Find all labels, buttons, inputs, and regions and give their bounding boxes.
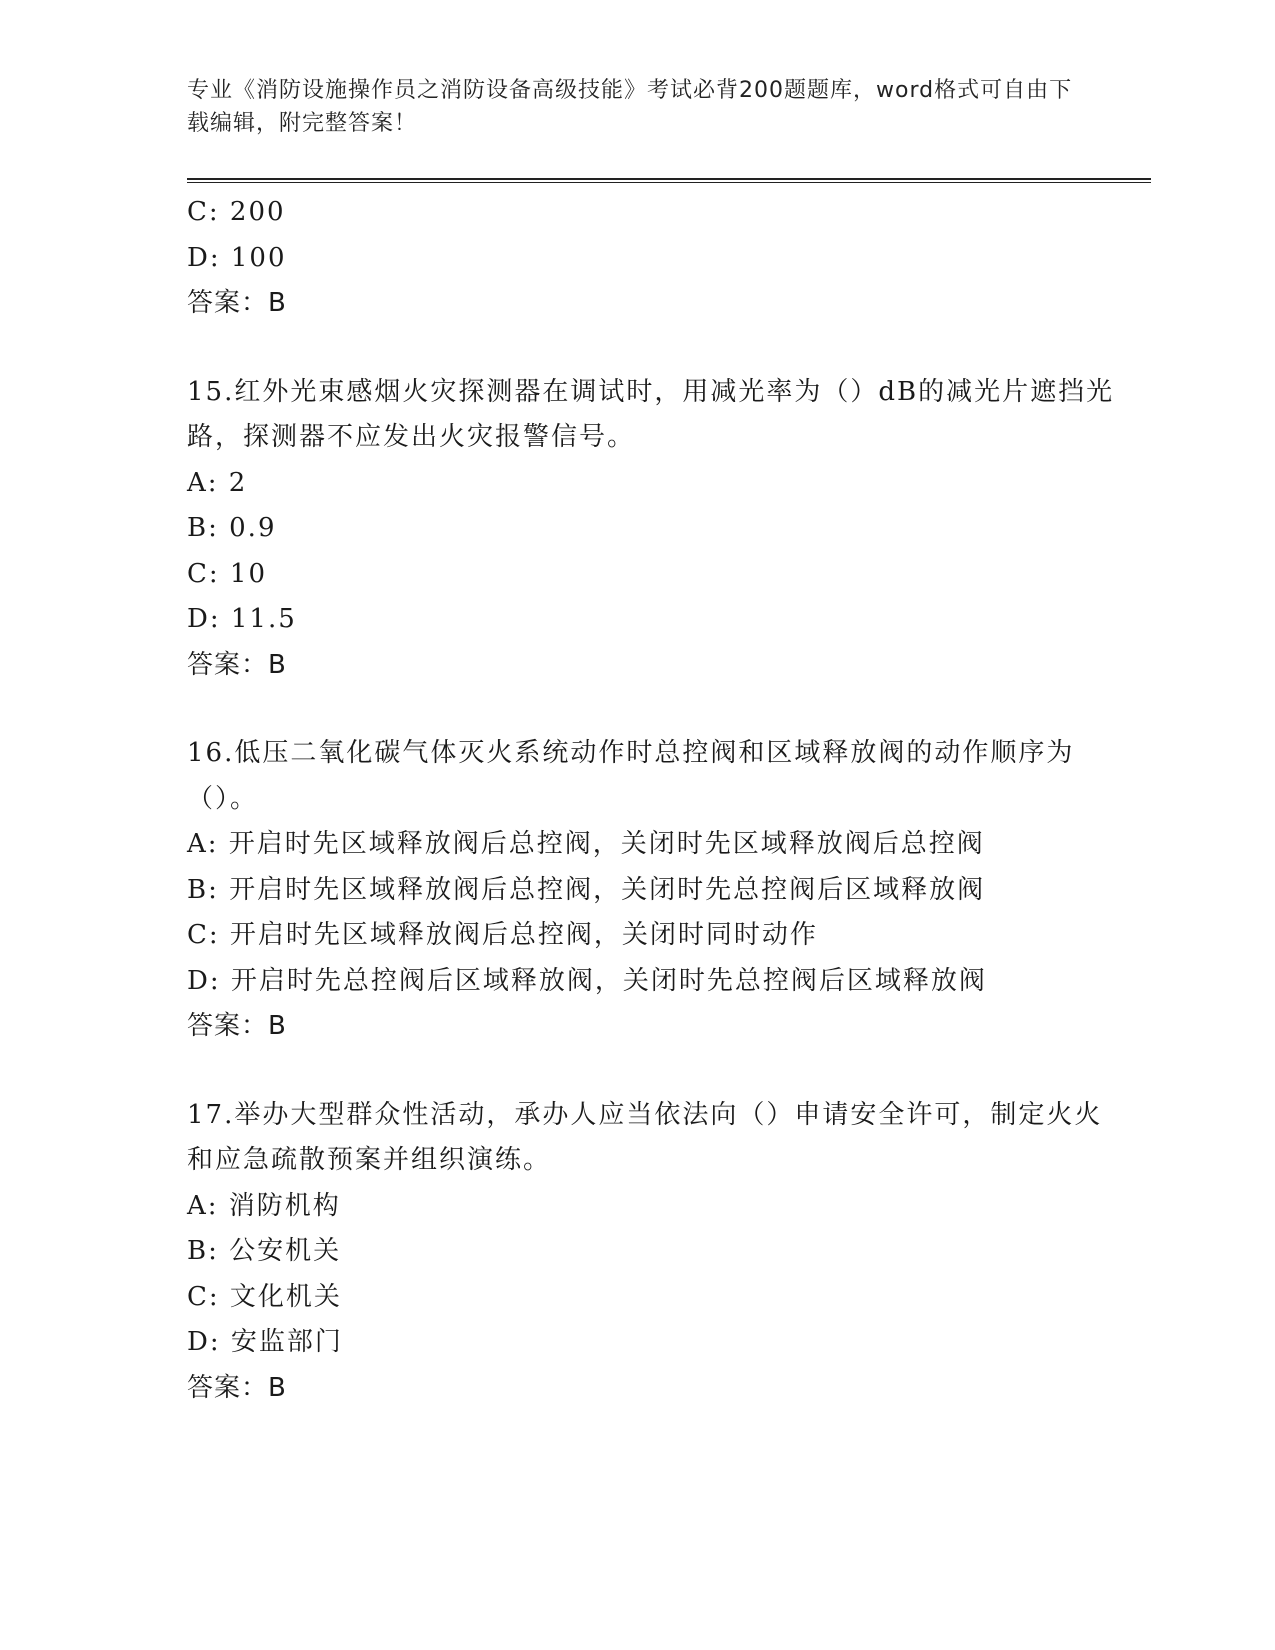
question-17 [187,1093,1127,1412]
question-stem: 16.低压二氧化碳气体灭火系统动作时总控阀和区域释放阀的动作顺序为（）。 [187,738,1075,814]
option-c: C: 开启时先区域释放阀后总控阀，关闭时同时动作 [187,920,818,950]
option-c: C: 200 [187,197,286,227]
answer-line: 答案：B [187,1011,287,1041]
question-stem: 15.红外光束感烟火灾探测器在调试时，用减光率为（）dB的减光片遮挡光路，探测器不应发出火灾报警信号。 [187,376,1115,452]
option-a: A: 消防机构 [187,1190,341,1221]
spacer [187,1050,1127,1093]
option-c: C: 10 [187,558,268,589]
question-14-continuation [187,190,1127,327]
option-d: D: 安监部门 [187,1327,343,1357]
option-d: D: 开启时先总控阀后区域释放阀，关闭时先总控阀后区域释放阀 [187,965,987,996]
question-16 [187,731,1127,1050]
option-c: C: 文化机关 [187,1281,342,1312]
answer-line: 答案：B [187,288,287,318]
answer-line: 答案：B [187,649,287,680]
option-a: A: 2 [187,467,248,498]
answer-line: 答案：B [187,1372,287,1403]
header-divider [187,178,1151,183]
document-body [187,190,1127,1411]
spacer [187,327,1127,370]
option-b: B: 公安机关 [187,1236,342,1266]
question-15 [187,370,1127,689]
header-title: 专业《消防设施操作员之消防设备高级技能》考试必背200题题库，word格式可自由下载编辑，附完整答案！ [187,78,1073,136]
option-b: B: 0.9 [187,513,277,543]
spacer [187,688,1127,731]
option-d: D: 100 [187,242,287,273]
question-stem: 17.举办大型群众性活动，承办人应当依法向（）申请安全许可，制定火火和应急疏散预案并组织演练。 [187,1099,1103,1175]
page-header [187,74,1087,140]
option-a: A: 开启时先区域释放阀后总控阀，关闭时先区域释放阀后总控阀 [187,829,985,859]
option-d: D: 11.5 [187,604,297,634]
option-b: B: 开启时先区域释放阀后总控阀，关闭时先总控阀后区域释放阀 [187,874,986,905]
